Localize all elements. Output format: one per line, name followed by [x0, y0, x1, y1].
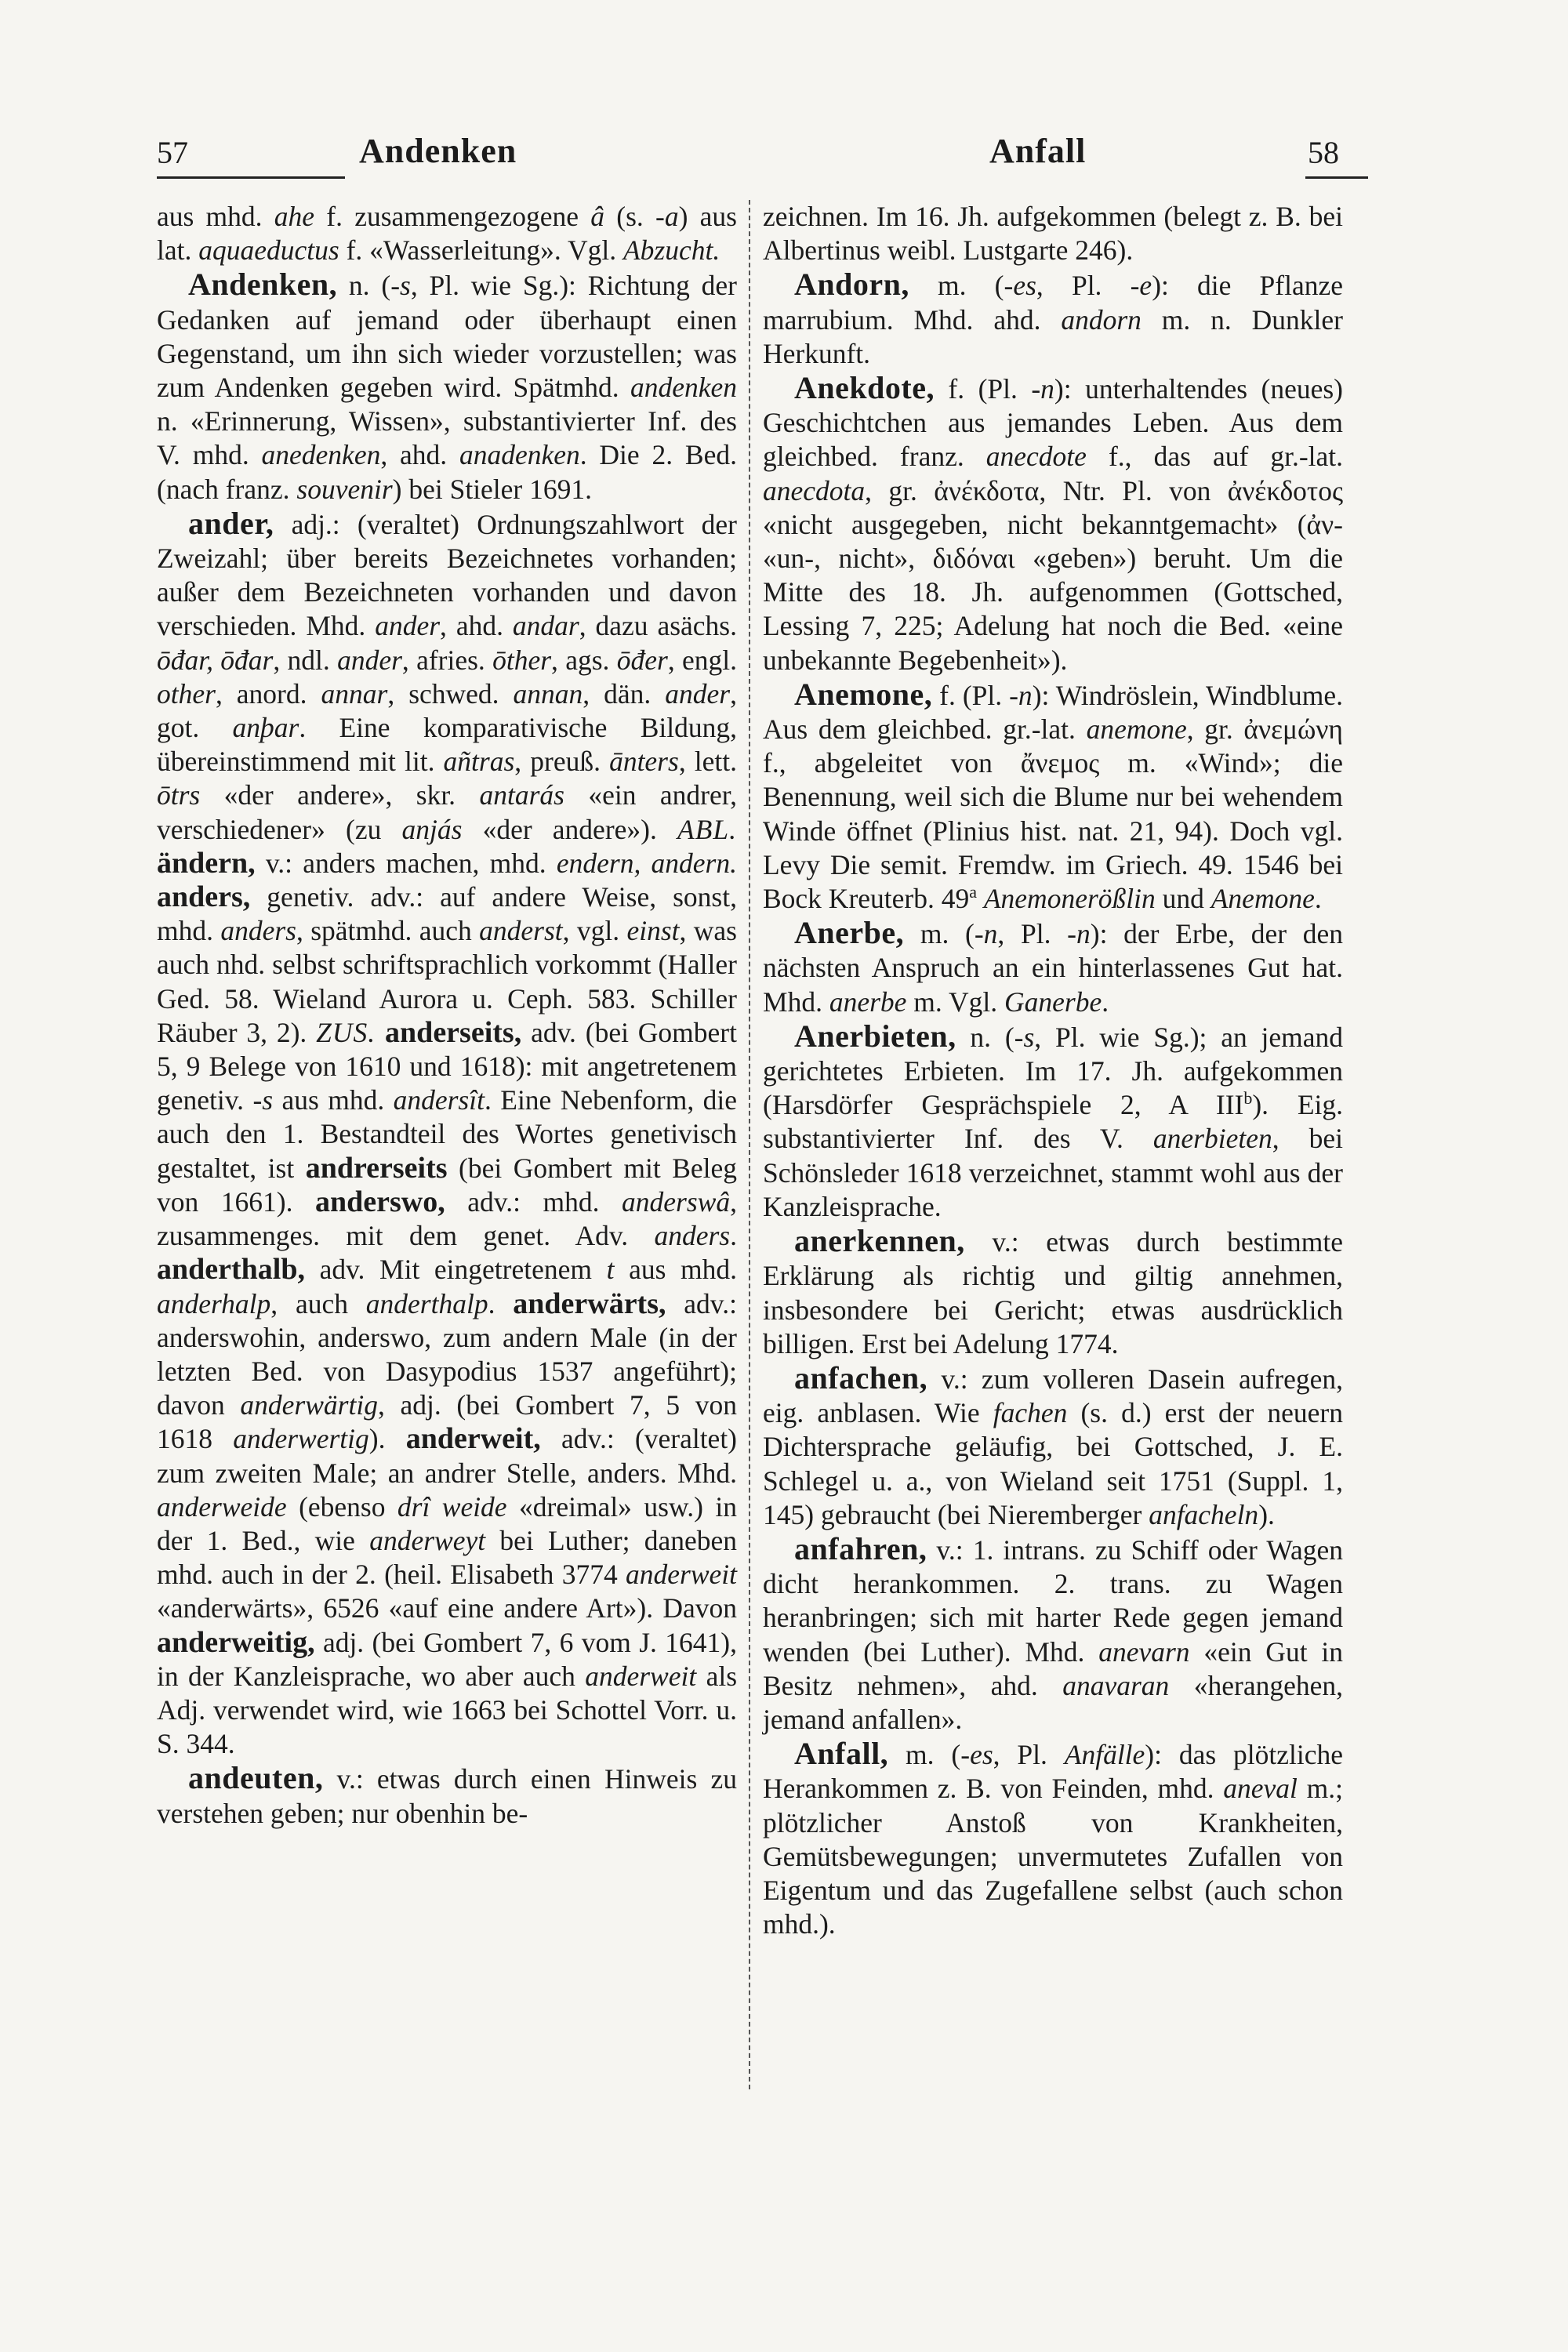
entry-continuation: aus mhd. ahe f. zusammengezogene â (s. -a) aus lat. aquaeductus f. «Wasserleitung». Vgl. Abzucht.	[157, 201, 737, 267]
left-running-headword: Andenken	[359, 132, 517, 170]
entry-ander: ander, adj.: (veraltet) Ordnungszahlwort der Zweizahl; über bereits Bezeichnetes vorhanden; außer dem Bezeichneten vorhanden und davon verschieden. Mhd. ander, ahd. andar, dazu asächs. ōđar, ōđar, ndl. ander, afries. ōther, ags. ōđer, engl. other, anord. annar, schwed. annan, dän. ander, got. anþar. Eine komparativische Bildung, übereinstimmend mit lit. añtras, preuß. ānters, lett. ōtrs «der andere», skr. antarás «ein andrer, verschiedener» (zu anjás «der andere»). ABL. ändern, v.: anders machen, mhd. endern, andern. anders, genetiv. adv.: auf andere Weise, sonst, mhd. anders, spätmhd. auch anderst, vgl. einst, was auch nhd. selbst schriftsprachlich vorkommt (Haller Ged. 58. Wieland Aurora u. Ceph. 583. Schiller Räuber 3, 2). ZUS. anderseits, adv. (bei Gombert 5, 9 Belege von 1610 und 1618): mit angetretenem genetiv. -s aus mhd. andersît. Eine Nebenform, die auch den 1. Bestandteil des Wortes genetivisch gestaltet, ist andrerseits (bei Gombert mit Beleg von 1661). anderswo, adv.: mhd. anderswâ, zusammenges. mit dem genet. Adv. anders. anderthalb, adv. Mit eingetretenem t aus mhd. anderhalp, auch anderthalp. anderwärts, adv.: anderswohin, anderswo, zum andern Male (in der letzten Bed. von Dasypodius 1537 angeführt); davon anderwärtig, adj. (bei Gombert 7, 5 von 1618 anderwertig). anderweit, adv.: (veraltet) zum zweiten Male; an andrer Stelle, anders. Mhd. anderweide (ebenso drî weide «dreimal» usw.) in der 1. Bed., wie anderweyt bei Luther; daneben mhd. auch in der 2. (heil. Elisabeth 3774 anderweit «anderwärts», 6526 «auf eine andere Art»). Davon anderweitig, adj. (bei Gombert 7, 6 vom J. 1641), in der Kanzleisprache, wo aber auch anderweit als Adj. verwendet wird, wie 1663 bei Schottel Vorr. u. S. 344.	[157, 505, 738, 1760]
entry-anekdote: Anekdote, f. (Pl. -n): unterhaltendes (neues) Geschichtchen aus jemandes Leben. Aus dem gleichbed. franz. anecdote f., das auf gr.-lat. anecdota, gr. ἀνέκδοτα, Ntr. Pl. von ἀνέκδοτος «nicht ausgegeben, nicht bekanntgemacht» (ἀν- «un-, nicht», διδόναι «geben») beruht. Um die Mitte des 18. Jh. aufgenommen (Gottsched, Lessing 7, 225; Adelung hat noch die Bed. «eine unbekannte Begebenheit»).	[763, 370, 1344, 676]
left-column	[157, 200, 737, 1831]
entry-anfachen: anfachen, v.: zum volleren Dasein aufregen, eig. anblasen. Wie fachen (s. d.) erst der neuern Dichtersprache geläufig, bei Gottsched, J. E. Schlegel u. a., von Wieland seit 1751 (Suppl. 1, 145) gebraucht (bei Nieremberger anfacheln).	[763, 1359, 1343, 1530]
entry-anerbieten: Anerbieten, n. (-s, Pl. wie Sg.); an jemand gerichtetes Erbieten. Im 17. Jh. aufgekommen (Harsdörfer Gesprächspiele 2, A III$^b$). Eig. substantivierter Inf. des V. anerbieten, bei Schönsleder 1618 verzeichnet, stammt wohl aus der Kanzleisprache.	[763, 1018, 1344, 1222]
entry-anemone: Anemone, f. (Pl. -n): Windröslein, Windblume. Aus dem gleichbed. gr.-lat. anemone, gr. ἀνεμώνη f., abgeleitet von ἄνεμος m. «Wind»; die Benennung, weil sich die Blume nur bei wehendem Winde öffnet (Plinius hist. nat. 21, 94). Doch vgl. Levy Die semit. Fremdw. im Griech. 49. 1546 bei Bock Kreuterb. 49$^a$ Anemonerößlin und Anemone.	[763, 676, 1344, 915]
right-column	[763, 200, 1343, 1941]
right-page-number: 58	[1308, 135, 1339, 170]
entry-anerkennen: anerkennen, v.: etwas durch bestimmte Erklärung als richtig und giltig annehmen, insbesondere bei Gericht; etwas ausdrücklich billigen. Erst bei Adelung 1774.	[763, 1223, 1343, 1359]
left-page-number: 57	[157, 135, 188, 170]
entry-andorn: Andorn, m. (-es, Pl. -e): die Pflanze marrubium. Mhd. ahd. andorn m. n. Dunkler Herkunft.	[763, 267, 1343, 369]
header-rule-right	[1305, 176, 1368, 179]
entry-anerbe: Anerbe, m. (-n, Pl. -n): der Erbe, der den nächsten Anspruch an ein hinterlassenes Gut hat. Mhd. anerbe m. Vgl. Ganerbe.	[763, 915, 1344, 1018]
running-header	[0, 125, 1568, 188]
header-rule-left	[157, 176, 345, 179]
entry-anfall: Anfall, m. (-es, Pl. Anfälle): das plötzliche Herankommen z. B. von Feinden, mhd. aneval m.; plötzlicher Anstoß von Krankheiten, Gemütsbewegungen; unvermutetes Zufallen von Eigentum und das Zugefallene selbst (auch schon mhd.).	[763, 1736, 1344, 1940]
entry-anfahren: anfahren, v.: 1. intrans. zu Schiff oder Wagen dicht herankommen. 2. trans. zu Wagen heranbringen; sich mit harter Rede gegen jemand wenden (bei Luther). Mhd. anevarn «ein Gut in Besitz nehmen», ahd. anavaran «herangehen, jemand anfallen».	[763, 1530, 1344, 1735]
entry-andeuten: andeuten, v.: etwas durch einen Hinweis zu verstehen geben; nur obenhin be-	[157, 1760, 737, 1829]
right-running-headword: Anfall	[989, 132, 1087, 170]
entry-continuation-right: zeichnen. Im 16. Jh. aufgekommen (belegt z. B. bei Albertinus weibl. Lustgarte 246).	[763, 201, 1343, 267]
column-divider	[749, 200, 750, 2089]
entry-andenken: Andenken, n. (-s, Pl. wie Sg.): Richtung der Gedanken auf jemand oder überhaupt einen Gegenstand, um ihn sich wieder vorzustellen; was zum Andenken gegeben wird. Spätmhd. andenken n. «Erinnerung, Wissen», substantivierter Inf. des V. mhd. anedenken, ahd. anadenken. Die 2. Bed. (nach franz. souvenir) bei Stieler 1691.	[157, 267, 738, 505]
